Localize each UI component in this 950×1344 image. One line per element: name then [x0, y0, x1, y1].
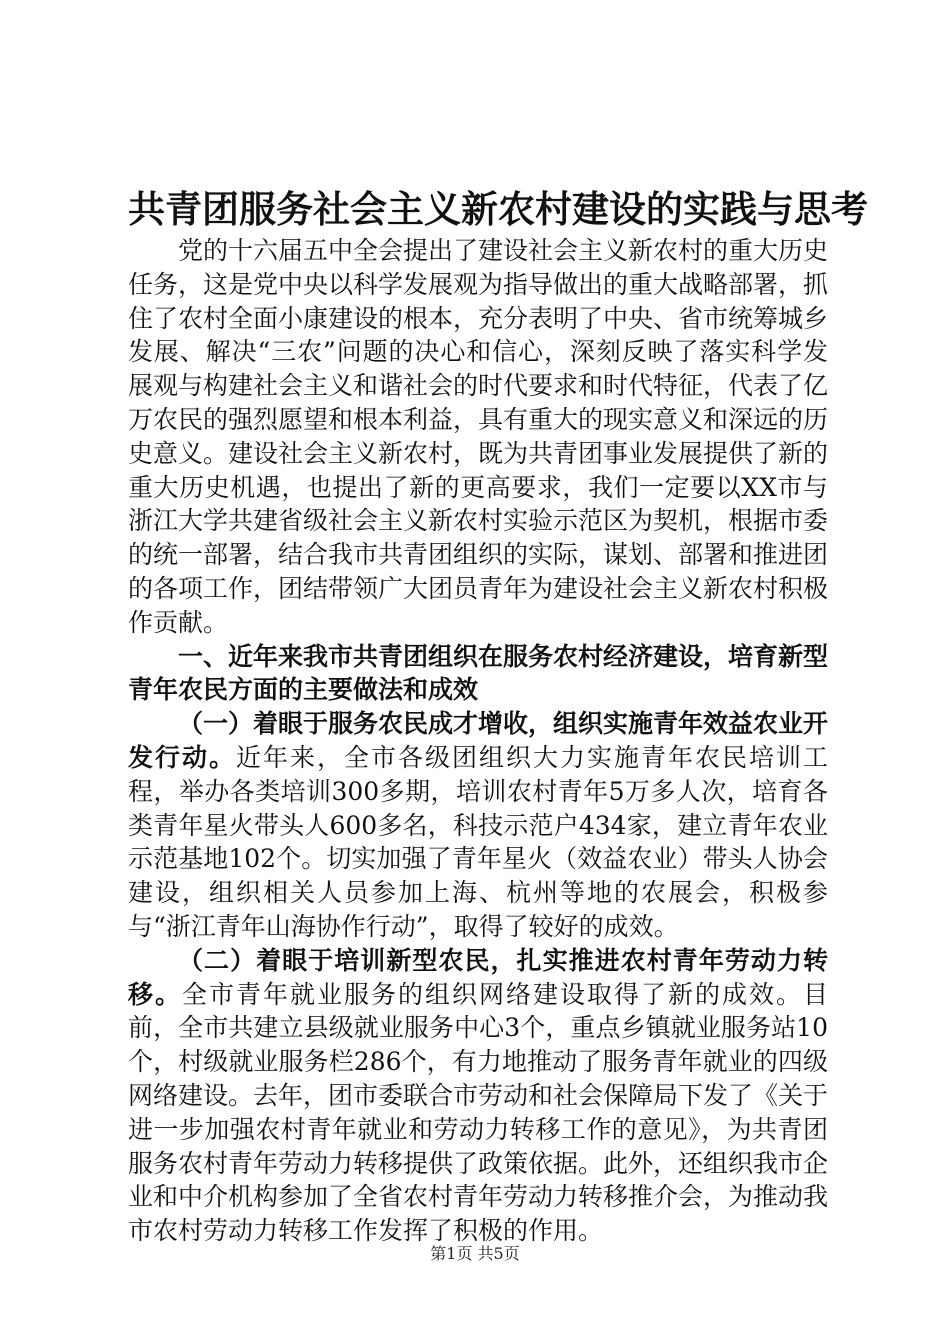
subsection-paragraph-2 [128, 944, 828, 1248]
page-footer: 第1页 共5页 [430, 1244, 520, 1263]
intro-paragraph: 党的十六届五中全会提出了建设社会主义新农村的重大历史任务，这是党中央以科学发展观为指导做出的重大战略部署，抓住了农村全面小康建设的根本，充分表明了中央、省市统筹城乡发展、解决“三农”问题的决心和信心，深刻反映了落实科学发展观与构建社会主义和谐社会的时代要求和时代特征，代表了亿万农民的强烈愿望和根本利益，具有重大的现实意义和深远的历史意义。建设社会主义新农村，既为共青团事业发展提供了新的重大历史机遇，也提出了新的更高要求，我们一定要以XX市与浙江大学共建省级社会主义新农村实验示范区为契机，根据市委的统一部署，结合我市共青团组织的实际，谋划、部署和推进团的各项工作，团结带领广大团员青年为建设社会主义新农村积极作贡献。 [128, 236, 829, 637]
subsection-body-1: 近年来，全市各级团组织大力实施青年农民培训工程，举办各类培训300多期，培训农村青年5万多人次，培育各类青年星火带头人600多名，科技示范户434家，建立青年农业示范基地102个。切实加强了青年星火（效益农业）带头人协会建设，组织相关人员参加上海、杭州等地的农展会，积极参与“浙江青年山海协作行动”，取得了较好的成效。 [128, 742, 828, 941]
subsection-body-2: 全市青年就业服务的组织网络建设取得了新的成效。目前，全市共建立县级就业服务中心3个，重点乡镇就业服务站10个，村级就业服务栏286个，有力地推动了服务青年就业的四级网络建设。去年，团市委联合市劳动和社会保障局下发了《关于进一步加强农村青年就业和劳动力转移工作的意见》，为共青团服务农村青年劳动力转移提供了政策依据。此外，还组织我市企业和中介机构参加了全省农村青年劳动力转移推介会，为推动我市农村劳动力转移工作发挥了积极的作用。 [128, 979, 829, 1246]
subsection-paragraph-1 [128, 707, 828, 944]
subsection-heading-2: （二）着眼于培训新型农民，扎实推进农村青年劳动力转移。 [128, 945, 828, 1009]
subsection-heading-1: （一）着眼于服务农民成才增收，组织实施青年效益农业开发行动。 [128, 709, 829, 772]
section-heading-1: 一、近年来我市共青团组织在服务农村经济建设，培育新型青年农民方面的主要做法和成效 [128, 641, 829, 705]
document-title: 共青团服务社会主义新农村建设的实践与思考 [128, 188, 868, 231]
document-body [128, 234, 828, 1248]
